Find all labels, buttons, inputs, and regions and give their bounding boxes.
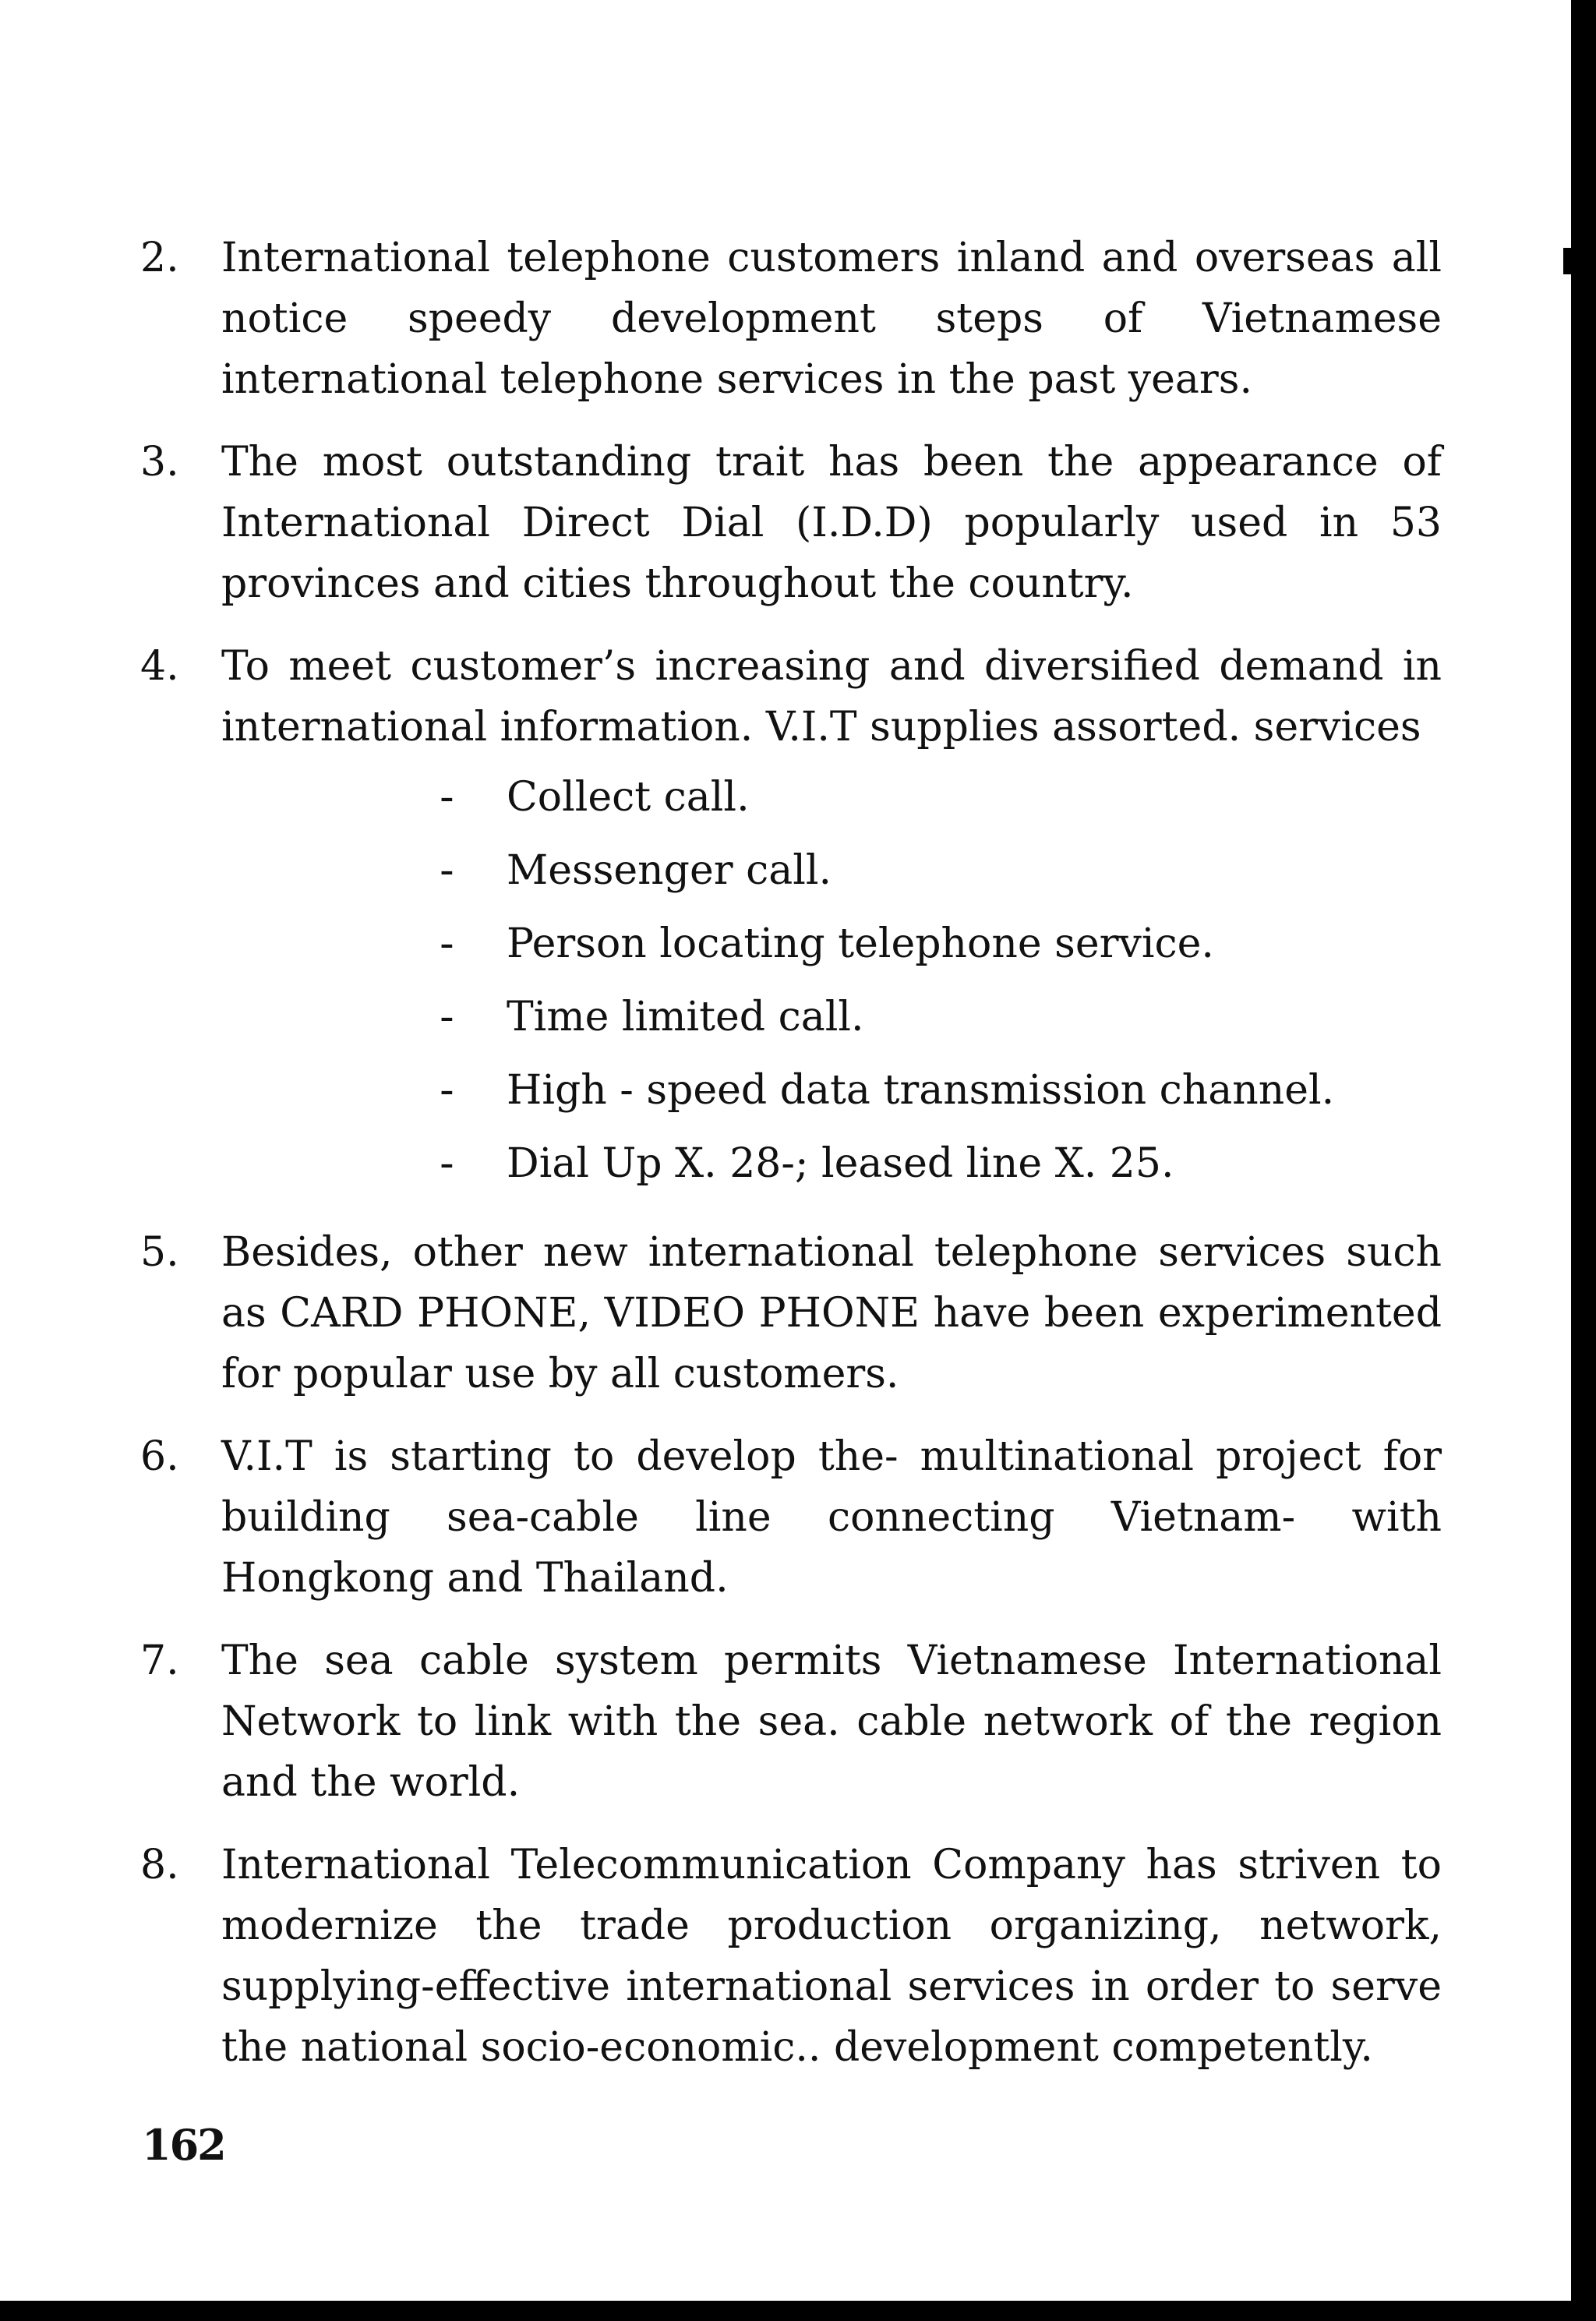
service-item [440,980,1442,1054]
scan-edge-mark [1563,248,1571,274]
service-item [440,761,1442,834]
item-text: The most outstanding trait has been the appearance of International Direct Dial (I.D.D) popularly used in 53 provinces and cities throughout the country. [221,439,1442,607]
list-item-4 [140,636,1442,1200]
item-number: 8. [140,1842,179,1888]
item-number: 6. [140,1433,179,1480]
list-item-3 [140,432,1442,614]
bullet-dash: - [440,1067,454,1114]
bullet-dash: - [440,847,454,894]
service-label: High - speed data transmission channel. [507,1067,1335,1114]
service-label: Time limited call. [507,994,864,1040]
item-text: Besides, other new international telephone services such as CARD PHONE, VIDEO PHONE have been experimented for popular use by all customers. [221,1229,1442,1397]
bullet-dash: - [440,774,454,821]
item-number: 3. [140,439,179,486]
service-label: Person locating telephone service. [507,920,1214,967]
item-number: 5. [140,1229,179,1276]
page-number: 162 [142,2120,225,2170]
item-text: International Telecommunication Company has striven to modernize the trade production organizing, network, supplying-effective international services in order to serve the national socio-economic.. development competently. [221,1842,1442,2071]
service-item [440,1127,1442,1200]
item-text: To meet customer’s increasing and diversified demand in international information. V.I.T supplies assorted. services [221,643,1442,751]
item-text: V.I.T is starting to develop the- multinational project for building sea-cable line connecting Vietnam- with Hongkong and Thailand. [221,1433,1442,1602]
service-label: Messenger call. [507,847,832,894]
scan-bottom-edge [0,2301,1596,2321]
item-text: The sea cable system permits Vietnamese International Network to link with the sea. cable network of the region and the world. [221,1637,1442,1806]
bullet-dash: - [440,994,454,1040]
item-number: 4. [140,643,179,690]
list-item-7 [140,1630,1442,1813]
item-number: 7. [140,1637,179,1684]
bullet-dash: - [440,1140,454,1187]
list-item-6 [140,1426,1442,1609]
list-item-2 [140,228,1442,410]
item-number: 2. [140,235,179,281]
service-item [440,1054,1442,1127]
item-text: International telephone customers inland and overseas all notice speedy development steps of Vietnamese international telephone services in the past years. [221,235,1442,403]
item-body [221,636,1442,1200]
service-list [221,761,1442,1200]
bullet-dash: - [440,920,454,967]
service-item [440,907,1442,980]
list-item-5 [140,1222,1442,1404]
service-label: Collect call. [507,774,750,821]
service-item [440,834,1442,907]
scan-right-edge [1571,0,1596,2321]
numbered-list [140,228,1442,2100]
list-item-8 [140,1835,1442,2078]
service-label: Dial Up X. 28-; leased line X. 25. [507,1140,1174,1187]
